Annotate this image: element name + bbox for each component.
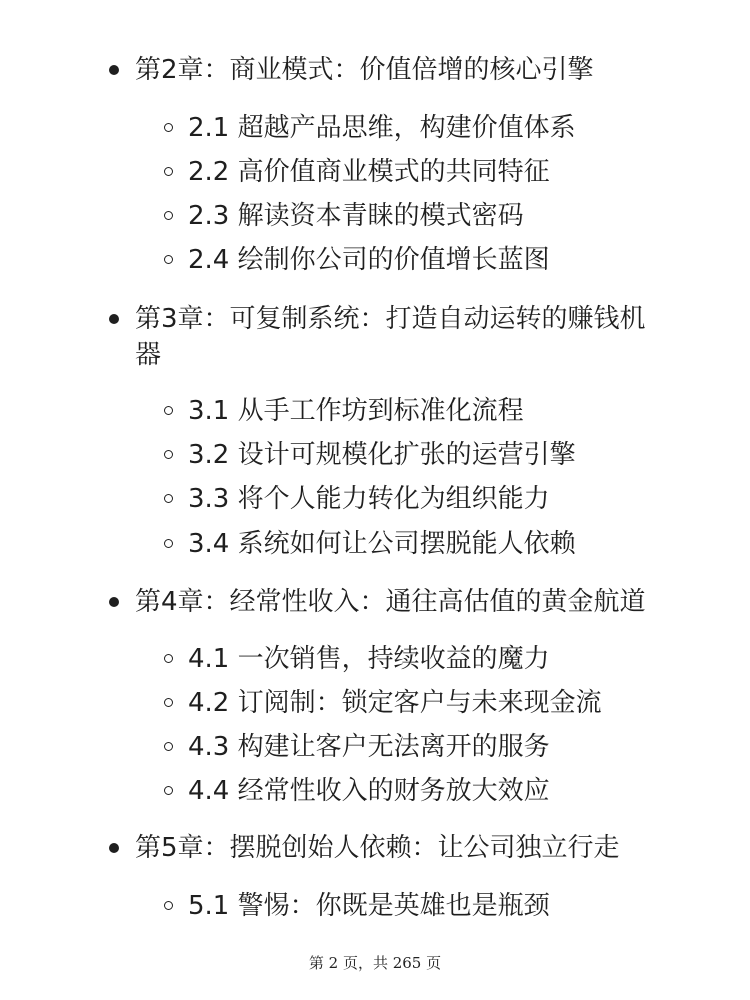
section-title: 4.4 经常性收入的财务放大效应 — [188, 776, 550, 806]
section-title: 3.1 从手工作坊到标准化流程 — [188, 396, 524, 426]
section-item — [188, 641, 550, 677]
hollow-bullet-icon — [164, 698, 173, 707]
filled-bullet-icon — [109, 65, 119, 75]
section-title: 2.4 绘制你公司的价值增长蓝图 — [188, 245, 550, 275]
hollow-bullet-icon — [164, 742, 173, 751]
section-title: 4.3 构建让客户无法离开的服务 — [188, 732, 550, 762]
section-item — [188, 729, 550, 765]
section-title: 5.1 警惕：你既是英雄也是瓶颈 — [188, 891, 550, 921]
filled-bullet-icon — [109, 597, 119, 607]
section-title: 3.4 系统如何让公司摆脱能人依赖 — [188, 529, 576, 559]
hollow-bullet-icon — [164, 406, 173, 415]
section-item — [188, 437, 576, 473]
hollow-bullet-icon — [164, 901, 173, 910]
chapter-3-heading — [135, 301, 660, 373]
section-item — [188, 242, 550, 278]
section-item — [188, 110, 576, 146]
hollow-bullet-icon — [164, 786, 173, 795]
page-number-footer: 第 2 页，共 265 页 — [308, 954, 442, 972]
section-item — [188, 685, 602, 721]
hollow-bullet-icon — [164, 211, 173, 220]
chapter-5-heading — [135, 830, 620, 866]
hollow-bullet-icon — [164, 167, 173, 176]
section-title: 3.3 将个人能力转化为组织能力 — [188, 484, 550, 514]
section-title: 4.2 订阅制：锁定客户与未来现金流 — [188, 688, 602, 718]
section-title: 2.1 超越产品思维，构建价值体系 — [188, 113, 576, 143]
section-item — [188, 481, 550, 517]
chapter-title: 第3章：可复制系统：打造自动运转的赚钱机器 — [135, 304, 646, 370]
section-item — [188, 773, 550, 809]
section-title: 2.2 高价值商业模式的共同特征 — [188, 157, 550, 187]
chapter-title: 第5章：摆脱创始人依赖：让公司独立行走 — [135, 833, 620, 863]
hollow-bullet-icon — [164, 539, 173, 548]
section-title: 4.1 一次销售，持续收益的魔力 — [188, 644, 550, 674]
hollow-bullet-icon — [164, 450, 173, 459]
hollow-bullet-icon — [164, 494, 173, 503]
section-title: 3.2 设计可规模化扩张的运营引擎 — [188, 440, 576, 470]
section-item — [188, 154, 550, 190]
hollow-bullet-icon — [164, 123, 173, 132]
chapter-2-heading — [135, 52, 594, 88]
section-item — [188, 393, 524, 429]
section-item — [188, 526, 576, 562]
hollow-bullet-icon — [164, 654, 173, 663]
section-item — [188, 198, 524, 234]
section-item — [188, 888, 550, 924]
hollow-bullet-icon — [164, 255, 173, 264]
section-title: 2.3 解读资本青睐的模式密码 — [188, 201, 524, 231]
chapter-title: 第4章：经常性收入：通往高估值的黄金航道 — [135, 587, 646, 617]
chapter-title: 第2章：商业模式：价值倍增的核心引擎 — [135, 55, 594, 85]
filled-bullet-icon — [109, 843, 119, 853]
filled-bullet-icon — [109, 314, 119, 324]
chapter-4-heading — [135, 584, 646, 620]
